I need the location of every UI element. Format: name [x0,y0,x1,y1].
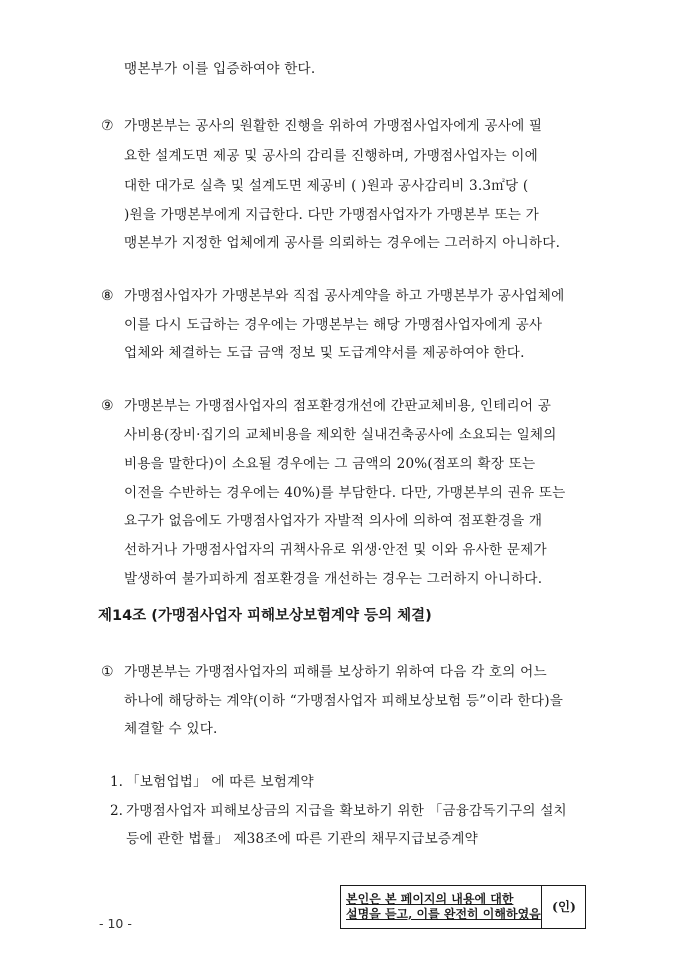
list-item-number: 1. [110,774,123,790]
list-item-line: 「보험업법」 에 따른 보험계약 [126,774,314,790]
confirmation-box [340,885,586,929]
confirmation-line-2: 설명을 듣고, 이를 완전히 이해하였음 [346,907,541,921]
paragraph-line: 요한 설계도면 제공 및 공사의 감리를 진행하며, 가맹점사업자는 이에 [124,148,538,164]
paragraph-line: 가맹본부는 공사의 원활한 진행을 위하여 가맹점사업자에게 공사에 필 [124,118,543,134]
paragraph-line: 맹본부가 지정한 업체에게 공사를 의뢰하는 경우에는 그러하지 아니하다. [124,235,561,251]
paragraph-line: 업체와 체결하는 도급 금액 정보 및 도급계약서를 제공하여야 한다. [124,345,525,361]
confirmation-statement [346,892,541,922]
paragraph-line: 비용을 말한다)이 소요될 경우에는 그 금액의 20%(점포의 확장 또는 [124,456,536,472]
list-item-line: 가맹점사업자 피해보상금의 지급을 확보하기 위한 「금융감독기구의 설치 [126,803,567,819]
paragraph-number: ① [101,664,114,680]
article-heading: 제14조 (가맹점사업자 피해보상보험계약 등의 체결) [98,608,432,624]
paragraph-line: 이를 다시 도급하는 경우에는 가맹본부는 해당 가맹점사업자에게 공사 [124,317,543,333]
page-number: - 10 - [99,916,132,931]
paragraph-line: 요구가 없음에도 가맹점사업자가 자발적 의사에 의하여 점포환경을 개 [124,513,543,529]
list-item-number: 2. [110,803,123,819]
paragraph-line: 가맹본부는 가맹점사업자의 피해를 보상하기 위하여 다음 각 호의 어느 [124,664,547,680]
paragraph-number: ⑨ [101,398,114,414]
paragraph-number: ⑧ [101,288,114,304]
paragraph-line: 발생하여 불가피하게 점포환경을 개선하는 경우는 그러하지 아니하다. [124,571,543,587]
paragraph-line: 대한 대가로 실측 및 설계도면 제공비 ( )원과 공사감리비 3.3㎡당 ( [124,178,529,194]
paragraph-line: 사비용(장비·집기의 교체비용을 제외한 실내건축공사에 소요되는 일체의 [124,427,557,443]
continued-line: 맹본부가 이를 입증하여야 한다. [124,61,316,77]
seal-field[interactable]: (인) [552,899,576,914]
paragraph-line: 이전을 수반하는 경우에는 40%)를 부담한다. 다만, 가맹본부의 권유 또는 [124,485,566,501]
paragraph-line: 체결할 수 있다. [124,721,218,737]
paragraph-line: )원을 가맹본부에게 지급한다. 다만 가맹점사업자가 가맹본부 또는 가 [124,207,539,223]
paragraph-line: 가맹점사업자가 가맹본부와 직접 공사계약을 하고 가맹본부가 공사업체에 [124,288,565,304]
confirmation-divider [541,886,542,928]
list-item-line: 등에 관한 법률」 제38조에 따른 기관의 채무지급보증계약 [126,831,478,847]
paragraph-line: 하나에 해당하는 계약(이하 “가맹점사업자 피해보상보험 등”이라 한다)을 [124,693,564,709]
paragraph-line: 가맹본부는 가맹점사업자의 점포환경개선에 간판교체비용, 인테리어 공 [124,398,552,414]
paragraph-number: ⑦ [101,118,114,134]
confirmation-line-1: 본인은 본 페이지의 내용에 대한 [346,892,514,906]
paragraph-line: 선하거나 가맹점사업자의 귀책사유로 위생·안전 및 이와 유사한 문제가 [124,542,547,558]
